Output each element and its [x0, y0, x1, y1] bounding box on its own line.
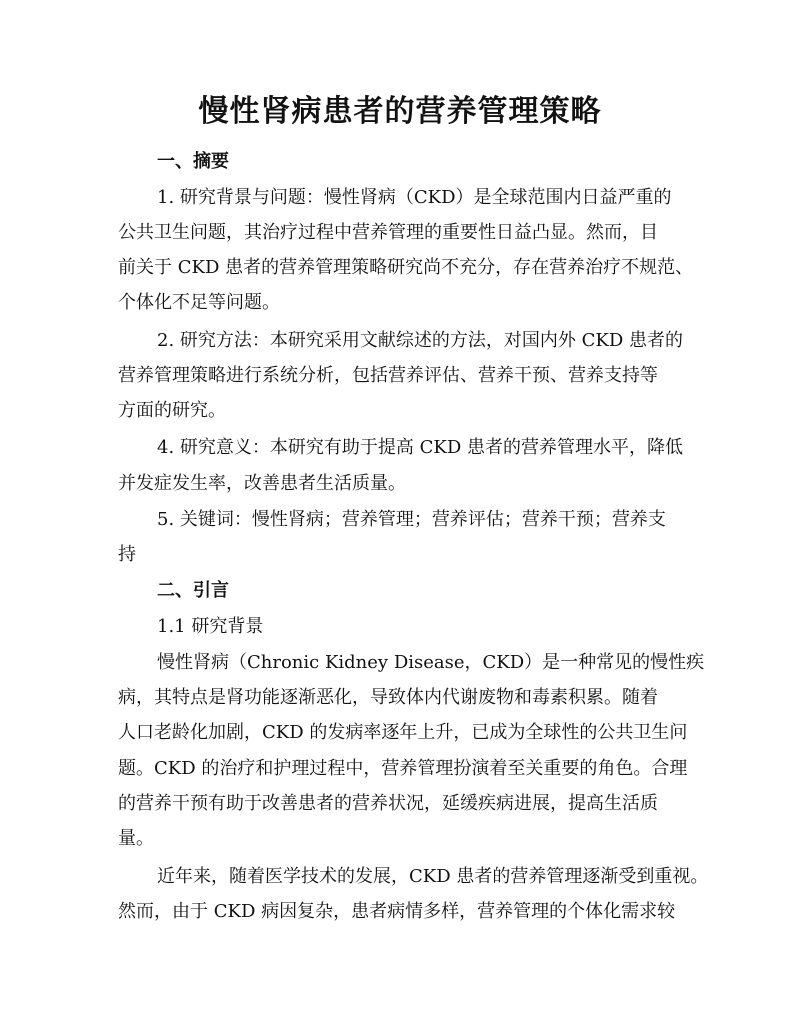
paragraph-line: 病，其特点是肾功能逐渐恶化，导致体内代谢废物和毒素积累。随着: [118, 687, 658, 708]
paragraph-line: 1. 研究背景与问题：慢性肾病（CKD）是全球范围内日益严重的: [157, 187, 672, 208]
section-heading-abstract: 一、摘要: [157, 151, 229, 172]
section-heading-introduction: 二、引言: [157, 580, 229, 601]
paragraph-line: 公共卫生问题，其治疗过程中营养管理的重要性日益凸显。然而，目: [118, 222, 658, 243]
paragraph-line: 量。: [118, 828, 154, 849]
paragraph-line: 的营养干预有助于改善患者的营养状况，延缓疾病进展，提高生活质: [118, 793, 658, 814]
document-title: 慢性肾病患者的营养管理策略: [198, 94, 602, 129]
paragraph-line: 个体化不足等问题。: [118, 292, 280, 313]
subsection-heading: 1.1 研究背景: [157, 616, 264, 637]
paragraph-line: 前关于 CKD 患者的营养管理策略研究尚不充分，存在营养治疗不规范、: [118, 257, 694, 278]
paragraph-line: 并发症发生率，改善患者生活质量。: [118, 473, 406, 494]
paragraph-line: 持: [118, 544, 136, 565]
paragraph-line: 题。CKD 的治疗和护理过程中，营养管理扮演着至关重要的角色。合理: [118, 758, 688, 779]
paragraph-line: 慢性肾病（Chronic Kidney Disease，CKD）是一种常见的慢性疾: [157, 652, 705, 673]
paragraph-line: 营养管理策略进行系统分析，包括营养评估、营养干预、营养支持等: [118, 365, 658, 386]
paragraph-line: 方面的研究。: [118, 400, 226, 421]
paragraph-line: 人口老龄化加剧，CKD 的发病率逐年上升，已成为全球性的公共卫生问: [118, 722, 688, 743]
paragraph-line: 5. 关键词：慢性肾病；营养管理；营养评估；营养干预；营养支: [157, 509, 666, 530]
paragraph-line: 然而，由于 CKD 病因复杂，患者病情多样，营养管理的个体化需求较: [118, 901, 676, 922]
paragraph-line: 2. 研究方法：本研究采用文献综述的方法，对国内外 CKD 患者的: [157, 330, 683, 351]
paragraph-line: 近年来，随着医学技术的发展，CKD 患者的营养管理逐渐受到重视。: [157, 866, 709, 887]
paragraph-line: 4. 研究意义：本研究有助于提高 CKD 患者的营养管理水平，降低: [157, 437, 683, 458]
